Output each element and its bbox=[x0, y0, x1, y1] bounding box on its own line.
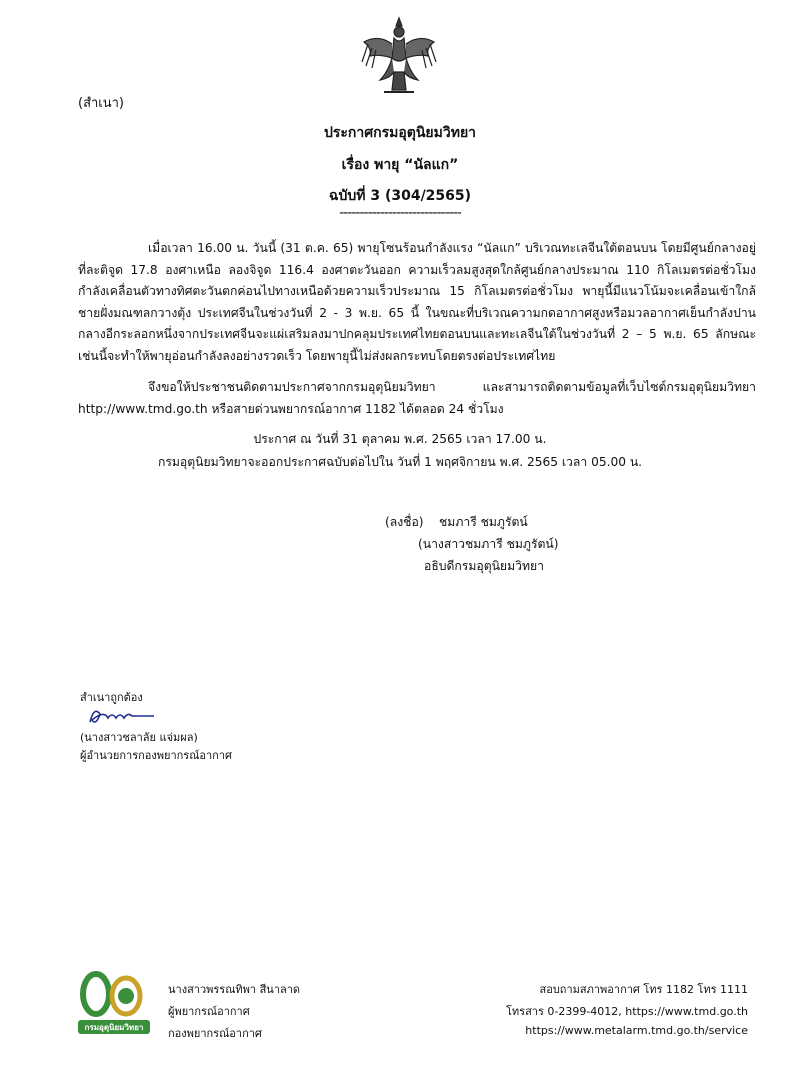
logo-text: กรมอุตุนิยมวิทยา bbox=[84, 1023, 144, 1032]
certified-copy-label: สำเนาถูกต้อง bbox=[80, 691, 143, 704]
title-separator: ------------------------------ bbox=[339, 205, 461, 221]
footer-hotline: สอบถามสภาพอากาศ โทร 1182 โทร 1111 bbox=[539, 983, 748, 996]
announcement-title: ประกาศกรมอุตุนิยมวิทยา bbox=[323, 125, 477, 141]
footer-fax-website[interactable]: โทรสาร 0-2399-4012, https://www.tmd.go.th bbox=[506, 1005, 748, 1018]
handwritten-signature-icon bbox=[84, 704, 164, 728]
copy-label: (สำเนา) bbox=[78, 96, 125, 111]
footer-metalarm-link[interactable]: https://www.metalarm.tmd.go.th/service bbox=[525, 1024, 748, 1037]
next-issue-note: กรมอุตุนิยมวิทยาจะออกประกาศฉบับต่อไปใน วันที่ 1 พฤศจิกายน พ.ศ. 2565 เวลา 05.00 น. bbox=[157, 455, 643, 469]
body-paragraph-1: เมื่อเวลา 16.00 น. วันนี้ (31 ต.ค. 65) พายุโซนร้อนกำลังแรง “นัลแก” บริเวณทะเลจีนใต้ตอนบน โดยมีศูนย์กลางอยู่ที่ละติจูด 17.8 องศาเหนือ ลองจิจูด 116.4 องศาตะวันออก ความเร็วลมสูงสุดใกล้ศูนย์กลางประมาณ 110 กิโลเมตรต่อชั่วโมง กำลังเคลื่อนตัวทางทิศตะวันตกค่อนไปทางเหนือด้วยความเร็วประมาณ 15 กิโลเมตรต่อชั่วโมง พายุนี้มีแนวโน้มจะเคลื่อนเข้าใกล้ชายฝั่งมณฑลกวางตุ้ง ประเทศจีนในช่วงวันที่ 2 - 3 พ.ย. 65 นี้ ในขณะที่บริเวณความกดอากาศสูงหรือมวลอากาศเย็นกำลังปานกลางอีกระลอกหนึ่งจากประเทศจีนจะแผ่เสริมลงมาปกคลุมประเทศไทยตอนบนและทะเลจีนใต้ในช่วงวันที่ 2 – 5 พ.ย. 65 ลักษณะเช่นนี้จะทำให้พายุอ่อนกำลังลงอย่างรวดเร็ว โดยพายุนี้ไม่ส่งผลกระทบโดยตรงต่อประเทศไทย bbox=[78, 241, 756, 363]
announced-date: ประกาศ ณ วันที่ 31 ตุลาคม พ.ศ. 2565 เวลา 17.00 น. bbox=[253, 432, 547, 446]
signer-full-name: (นางสาวชมภารี ชมภูรัตน์) bbox=[418, 537, 559, 551]
signed-line: (ลงชื่อ) ชมภารี ชมภูรัตน์ bbox=[385, 515, 528, 529]
footer-forecaster-title: ผู้พยากรณ์อากาศ bbox=[168, 1005, 250, 1018]
body-paragraph-2: จึงขอให้ประชาชนติดตามประกาศจากกรมอุตุนิยมวิทยา และสามารถติดตามข้อมูลที่เว็บไซต์กรมอุตุนิยมวิทยา http://www.tmd.go.th หรือสายด่วนพยากรณ์อากาศ 1182 ได้ตลอด 24 ชั่วโมง bbox=[78, 380, 756, 416]
announcement-issue: ฉบับที่ 3 (304/2565) bbox=[328, 188, 472, 204]
announcement-subject: เรื่อง พายุ “นัลแก” bbox=[341, 157, 459, 173]
signer-position: อธิบดีกรมอุตุนิยมวิทยา bbox=[424, 559, 544, 573]
footer-forecaster-name: นางสาวพรรณทิพา สีนาลาด bbox=[168, 983, 301, 996]
certifier-name: (นางสาวชลาลัย แจ่มผล) bbox=[80, 731, 198, 744]
footer-division: กองพยากรณ์อากาศ bbox=[168, 1027, 262, 1040]
tmd-80-years-logo bbox=[74, 970, 154, 1040]
garuda-emblem-icon bbox=[358, 14, 440, 98]
certifier-position: ผู้อำนวยการกองพยากรณ์อากาศ bbox=[80, 749, 233, 762]
